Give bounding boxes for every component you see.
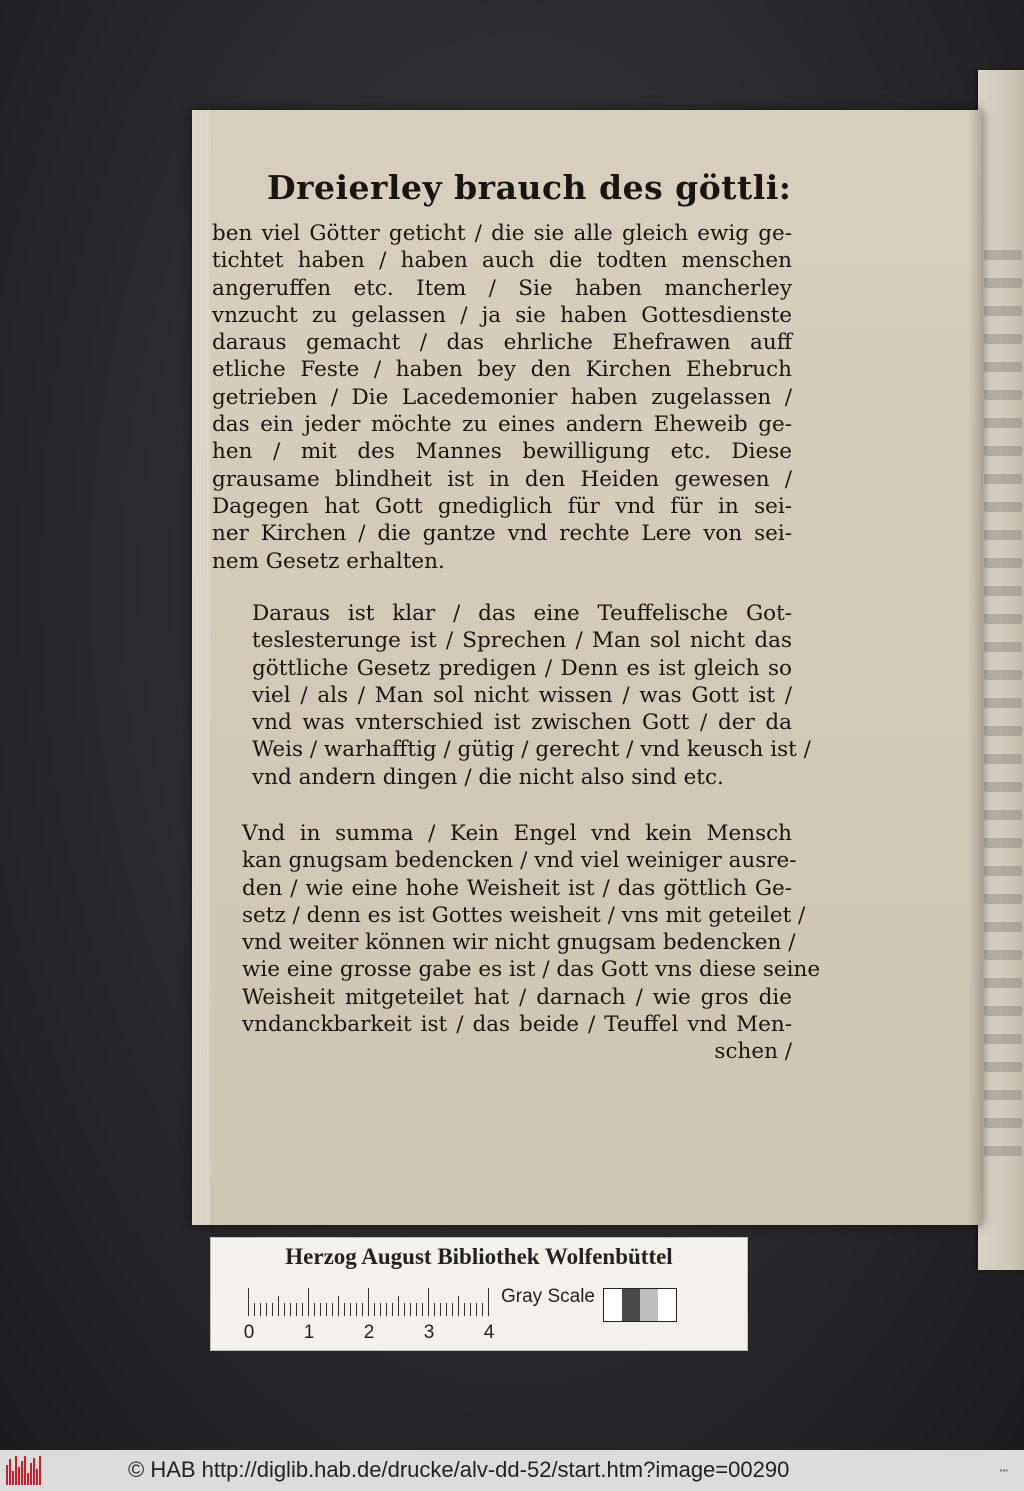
text-line: Daraus ist klar / das eine Teuffelische Got- — [252, 601, 792, 626]
ruler-tick — [482, 1303, 483, 1316]
ruler-tick — [338, 1296, 339, 1316]
ruler-tick — [272, 1303, 273, 1316]
ruler-tick — [290, 1303, 291, 1316]
text-line: vnzucht zu gelassen / ja sie haben Gottesdienste — [212, 302, 792, 328]
ruler-tick — [314, 1303, 315, 1316]
ruler-tick — [422, 1303, 423, 1316]
paragraph-1 — [212, 220, 792, 575]
running-head: Dreierley brauch des göttli: — [267, 168, 792, 207]
next-page-ghost-text — [984, 362, 1022, 372]
text-line: göttliche Gesetz predigen / Denn es ist gleich so — [252, 655, 792, 681]
ruler-tick — [458, 1296, 459, 1316]
ruler-tick — [392, 1303, 393, 1316]
text-line: setz / denn es ist Gottes weisheit / vns mit geteilet / — [242, 902, 806, 928]
next-page-ghost-text — [984, 1034, 1022, 1044]
next-page-ghost-text — [984, 418, 1022, 428]
ruler-tick — [446, 1303, 447, 1316]
ruler-tick — [260, 1303, 261, 1316]
next-page-ghost-text — [984, 1006, 1022, 1016]
next-page-ghost-text — [984, 726, 1022, 736]
library-name: Herzog August Bibliothek Wolfenbüttel — [285, 1244, 673, 1269]
next-page-ghost-text — [984, 586, 1022, 596]
text-line: Dagegen hat Gott gnediglich für vnd für in sei- — [212, 493, 792, 519]
next-page-ghost-text — [984, 1146, 1022, 1156]
ruler-tick — [332, 1303, 333, 1316]
next-page-ghost-text — [984, 698, 1022, 708]
ruler-tick — [320, 1303, 321, 1316]
ruler-tick — [308, 1288, 309, 1316]
ruler — [248, 1288, 494, 1316]
ruler-tick — [380, 1303, 381, 1316]
text-line: kan gnugsam bedencken / vnd viel weiniger ausre- — [242, 848, 797, 874]
next-page-ghost-text — [984, 950, 1022, 960]
gray-scale-label: Gray Scale — [501, 1286, 595, 1307]
ruler-tick — [368, 1288, 369, 1316]
next-page-ghost-text — [984, 1118, 1022, 1128]
ruler-tick — [398, 1296, 399, 1316]
text-line: das ein jeder möchte zu eines andern Eheweib ge- — [212, 412, 792, 438]
ruler-tick — [452, 1303, 453, 1316]
paragraph-3 — [242, 820, 821, 1066]
ruler-tick — [416, 1303, 417, 1316]
next-page-ghost-text — [984, 530, 1022, 540]
ruler-tick — [302, 1303, 303, 1316]
next-page-ghost-text — [984, 390, 1022, 400]
text-line: vnd weiter können wir nicht gnugsam bedencken / — [242, 930, 796, 956]
next-page-ghost-text — [984, 1090, 1022, 1100]
next-page-ghost-text — [984, 754, 1022, 764]
next-page-ghost-text — [984, 306, 1022, 316]
gray-swatch — [658, 1289, 676, 1321]
hab-logo-icon — [6, 1456, 46, 1485]
next-page-ghost-text — [984, 1062, 1022, 1072]
next-page-ghost-text — [984, 922, 1022, 932]
next-page-ghost-text — [984, 614, 1022, 624]
ruler-tick — [350, 1303, 351, 1316]
next-page-ghost-text — [984, 502, 1022, 512]
ruler-number: 1 — [303, 1322, 315, 1343]
gray-swatch — [640, 1289, 658, 1321]
next-page-ghost-text — [984, 250, 1022, 260]
ruler-tick — [404, 1303, 405, 1316]
next-page-ghost-text — [984, 446, 1022, 456]
text-line: Weis / warhafftig / gütig / gerecht / vnd keusch ist / — [252, 737, 811, 763]
ruler-tick — [296, 1303, 297, 1316]
text-line: getrieben / Die Lacedemonier haben zugelassen / — [212, 384, 792, 410]
next-page-edge — [978, 70, 1024, 1270]
ruler-tick — [428, 1288, 429, 1316]
text-line: daraus gemacht / das ehrliche Ehefrawen auff — [212, 330, 792, 356]
page-gutter-shadow — [968, 110, 982, 1225]
footer-mini-mark: ▪▪▪ — [999, 1466, 1008, 1475]
ruler-tick — [488, 1288, 489, 1316]
next-page-ghost-text — [984, 558, 1022, 568]
ruler-tick — [326, 1303, 327, 1316]
gray-swatch — [604, 1289, 622, 1321]
ruler-number: 0 — [243, 1322, 255, 1343]
next-page-ghost-text — [984, 278, 1022, 288]
ruler-tick — [278, 1296, 279, 1316]
ruler-tick — [362, 1303, 363, 1316]
ruler-tick — [476, 1303, 477, 1316]
ruler-tick — [434, 1303, 435, 1316]
scale-card — [210, 1237, 748, 1351]
text-line: vnd was vnterschied ist zwischen Gott / der da — [252, 710, 792, 736]
ruler-number: 4 — [483, 1322, 495, 1343]
ruler-tick — [386, 1303, 387, 1316]
ruler-tick — [410, 1303, 411, 1316]
footer-copyright-url[interactable]: © HAB http://diglib.hab.de/drucke/alv-dd-52/start.htm?image=00290 — [128, 1457, 790, 1482]
ruler-number: 3 — [423, 1322, 435, 1343]
gray-scale-swatch — [603, 1288, 677, 1322]
footer-bar — [0, 1450, 1024, 1491]
next-page-ghost-text — [984, 670, 1022, 680]
ruler-tick — [374, 1303, 375, 1316]
ruler-tick — [470, 1303, 471, 1316]
ruler-tick — [266, 1303, 267, 1316]
text-line: Weisheit mitgeteilet hat / darnach / wie gros die — [242, 984, 792, 1010]
ruler-tick — [440, 1303, 441, 1316]
text-line: grausame blindheit ist in den Heiden gewesen / — [212, 466, 792, 492]
next-page-ghost-text — [984, 334, 1022, 344]
text-line: viel / als / Man sol nicht wissen / was Gott ist / — [252, 682, 792, 708]
next-page-ghost-text — [984, 474, 1022, 484]
next-page-ghost-text — [984, 978, 1022, 988]
next-page-ghost-text — [984, 894, 1022, 904]
ruler-tick — [356, 1303, 357, 1316]
next-page-ghost-text — [984, 810, 1022, 820]
ruler-number: 2 — [363, 1322, 375, 1343]
next-page-ghost-text — [984, 782, 1022, 792]
gray-swatch — [622, 1289, 640, 1321]
text-line: hen / mit des Mannes bewilligung etc. Diese — [212, 439, 792, 465]
ruler-tick — [248, 1288, 249, 1316]
next-page-ghost-text — [984, 642, 1022, 652]
ruler-tick — [464, 1303, 465, 1316]
text-line: vndanckbarkeit ist / das beide / Teuffel vnd Men- — [242, 1012, 792, 1038]
ruler-tick — [254, 1303, 255, 1316]
text-line: tichtet haben / haben auch die todten menschen — [212, 248, 792, 274]
text-line: teslesterunge ist / Sprechen / Man sol nicht das — [252, 628, 792, 654]
text-line: angeruffen etc. Item / Sie haben mancherley — [212, 275, 792, 301]
ruler-tick — [344, 1303, 345, 1316]
text-line: etliche Feste / haben bey den Kirchen Ehebruch — [212, 357, 792, 383]
text-line: wie eine grosse gabe es ist / das Gott vns diese seine — [242, 957, 821, 983]
paragraph-2 — [252, 600, 811, 791]
text-line: ner Kirchen / die gantze vnd rechte Lere von sei- — [212, 521, 792, 547]
text-line: ben viel Götter geticht / die sie alle gleich ewig ge- — [212, 221, 792, 246]
ruler-tick — [284, 1303, 285, 1316]
text-line: nem Gesetz erhalten. — [212, 548, 445, 574]
text-line: schen / — [714, 1039, 792, 1065]
text-line: Vnd in summa / Kein Engel vnd kein Mensch — [242, 821, 792, 846]
next-page-ghost-text — [984, 866, 1022, 876]
text-line: den / wie eine hohe Weisheit ist / das göttlich Ge- — [242, 875, 792, 901]
text-line: vnd andern dingen / die nicht also sind etc. — [252, 764, 724, 790]
next-page-ghost-text — [984, 838, 1022, 848]
